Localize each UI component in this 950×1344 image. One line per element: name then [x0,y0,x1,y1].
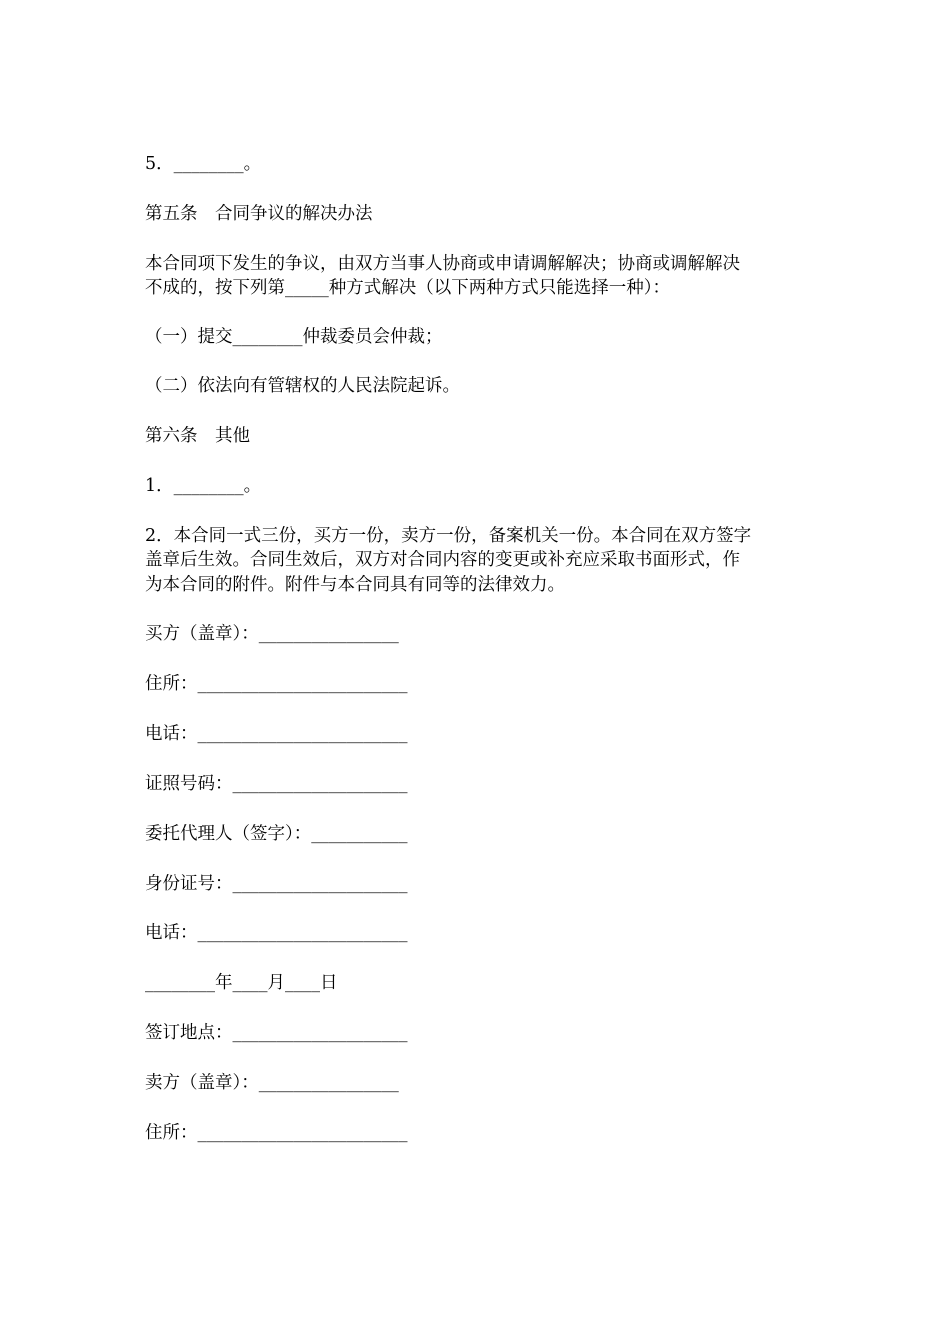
option-1: （一）提交________仲裁委员会仲裁； [145,327,443,347]
date-line: ________年____月____日 [145,973,338,993]
article-6-item-1: 1．________。 [145,476,262,496]
article-6-heading: 第六条 其他 [145,426,250,446]
article-5-body-line-2: 不成的，按下列第_____种方式解决（以下两种方式只能选择一种）： [145,278,670,298]
article-6-item-2-line-2: 盖章后生效。合同生效后，双方对合同内容的变更或补充应采取书面形式，作 [145,550,740,570]
seller-address: 住所：________________________ [145,1123,408,1143]
buyer-phone: 电话：________________________ [145,724,408,744]
article-6-item-2-line-3: 为本合同的附件。附件与本合同具有同等的法律效力。 [145,575,565,595]
signing-place: 签订地点：____________________ [145,1023,408,1043]
seller-seal: 卖方（盖章）：________________ [145,1073,399,1093]
article-6-item-2-line-1: 2．本合同一式三份，买方一份，卖方一份，备案机关一份。本合同在双方签字 [145,526,752,546]
article-5-heading: 第五条 合同争议的解决办法 [145,204,373,224]
buyer-agent: 委托代理人（签字）：___________ [145,824,408,844]
buyer-id-number: 身份证号：____________________ [145,874,408,894]
article-5-body-line-1: 本合同项下发生的争议，由双方当事人协商或申请调解解决；协商或调解解决 [145,254,740,274]
option-2: （二）依法向有管辖权的人民法院起诉。 [145,376,460,396]
buyer-license-number: 证照号码：____________________ [145,774,408,794]
item-5: 5．________。 [145,154,262,174]
buyer-address: 住所：________________________ [145,674,408,694]
buyer-seal: 买方（盖章）：________________ [145,624,399,644]
buyer-agent-phone: 电话：________________________ [145,923,408,943]
